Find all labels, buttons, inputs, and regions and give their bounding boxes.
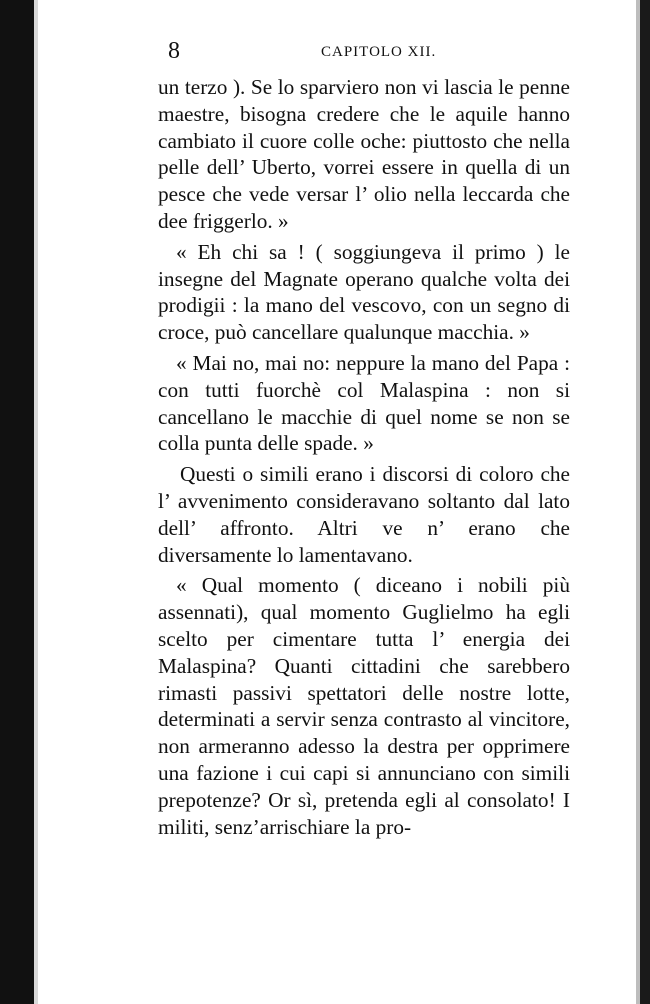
running-head: CAPITOLO XII. — [321, 44, 437, 60]
page-number: 8 — [168, 38, 180, 64]
scan-edge-left — [0, 0, 34, 1004]
scan-edge-right-margin — [636, 0, 640, 1004]
book-page — [158, 36, 570, 976]
paragraph-4: Questi o simili erano i discorsi di coloro che l’ avvenimento consideravano soltanto dal lato dell’ affronto. Altri ve n’ erano che diversamente lo lamentavano. — [158, 462, 570, 567]
paragraph-2: « Eh chi sa ! ( soggiungeva il primo ) le insegne del Magnate operano qualche volta dei prodigii : la mano del vescovo, con un segno di croce, può cancellare qualunque macchia. » — [158, 239, 570, 345]
paragraph-3: « Mai no, mai no: neppure la mano del Papa : con tutti fuorchè col Malaspina : non si cancellano le macchie di quel nome se non se colla punta delle spade. » — [158, 350, 570, 456]
scan-edge-right — [640, 0, 650, 1004]
paragraph-1: un terzo ). Se lo sparviero non vi lascia le penne maestre, bisogna credere che le aquile hanno cambiato il cuore colle oche: piuttosto che nella pelle dell’ Uberto, vorrei essere in quella di un pesce che vede versar l’ olio nella leccarda che dee friggerlo. » — [158, 75, 570, 233]
scan-edge-left-margin — [34, 0, 38, 1004]
page-header — [158, 36, 570, 74]
body-text — [158, 74, 570, 840]
paragraph-5: « Qual momento ( diceano i nobili più assennati), qual momento Guglielmo ha egli scelto per cimentare tutta l’ energia dei Malaspina? Quanti cittadini che sarebbero rimasti passivi spettatori delle nostre lotte, determinati a servir senza contrasto al vincitore, non armeranno adesso la destra per opprimere una fazione i cui capi si annunciano con simili prepotenze? Or sì, pretenda egli al consolato! I militi, senz’arrischiare la pro- — [158, 573, 570, 839]
